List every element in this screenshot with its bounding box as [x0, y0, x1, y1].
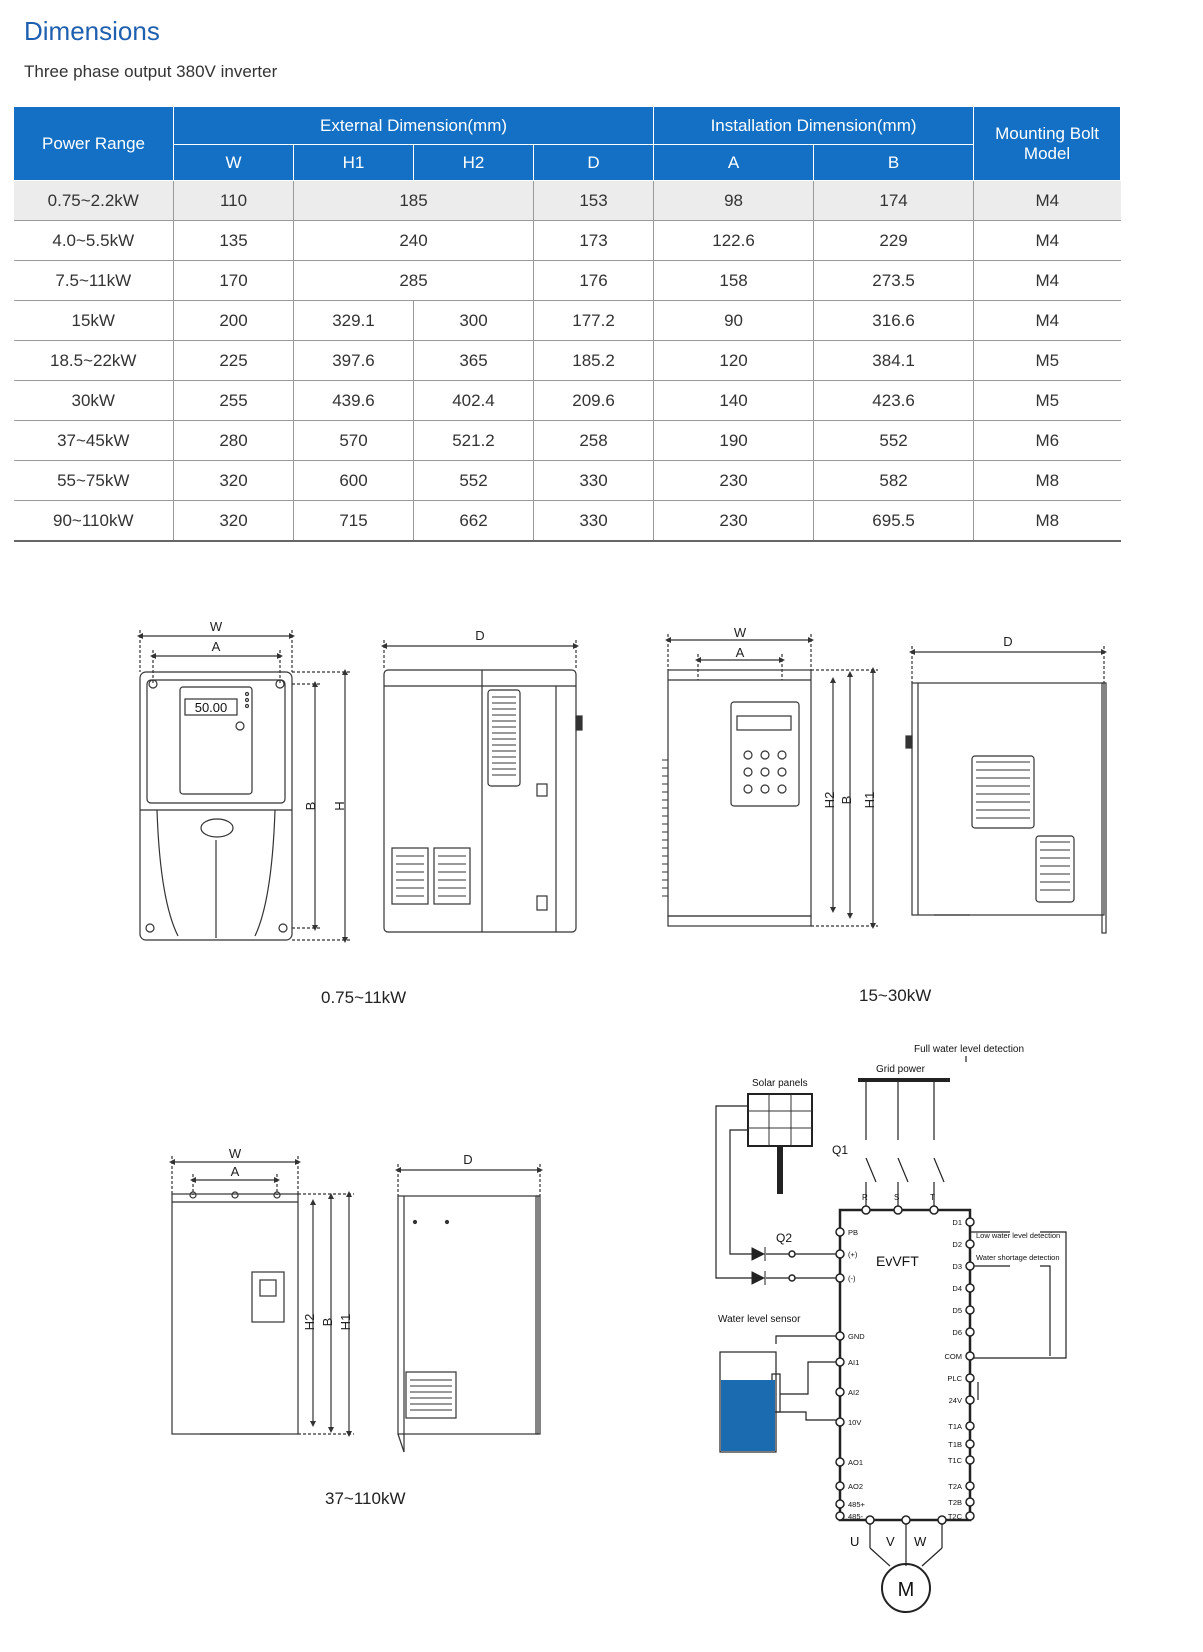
terminal-label: PB [848, 1228, 859, 1237]
cell-h: 240 [294, 221, 534, 261]
cell-b: 582 [814, 461, 974, 501]
cell-w: 135 [174, 221, 294, 261]
full-water-label: Full water level detection [914, 1044, 1025, 1055]
terminal-label: T1C [947, 1456, 962, 1465]
cell-w: 280 [174, 421, 294, 461]
cell-h2: 662 [414, 501, 534, 542]
cell-a: 230 [654, 461, 814, 501]
medium-side-vents [976, 762, 1070, 890]
cell-bolt: M6 [974, 421, 1121, 461]
page-title: Dimensions [24, 16, 160, 46]
label-d: D [1003, 634, 1013, 649]
terminal-label: COM [944, 1352, 962, 1361]
cell-d: 330 [534, 461, 654, 501]
diode-icon [752, 1247, 765, 1285]
small-drive-side [384, 640, 582, 932]
caption-large-drive: 37~110kW [325, 1489, 406, 1508]
cell-h: 285 [294, 261, 534, 301]
dimension-table [13, 106, 1121, 542]
large-drive-side [398, 1164, 540, 1452]
tank-water [721, 1380, 775, 1451]
cell-w: 200 [174, 301, 294, 341]
terminal-label: D5 [952, 1306, 962, 1315]
table-row [14, 261, 1121, 301]
terminal-label: PLC [947, 1374, 962, 1383]
cell-power: 15kW [14, 301, 174, 341]
cell-bolt: M8 [974, 461, 1121, 501]
terminal-label: D4 [952, 1284, 962, 1293]
cell-h1: 397.6 [294, 341, 414, 381]
cell-power: 4.0~5.5kW [14, 221, 174, 261]
cell-b: 423.6 [814, 381, 974, 421]
output-w: W [914, 1534, 927, 1549]
q2-label: Q2 [776, 1231, 793, 1245]
cell-bolt: M5 [974, 341, 1121, 381]
cell-a: 230 [654, 501, 814, 542]
cell-h1: 715 [294, 501, 414, 542]
cell-d: 153 [534, 181, 654, 221]
cell-w: 320 [174, 501, 294, 542]
cell-d: 176 [534, 261, 654, 301]
label-d: D [475, 628, 485, 643]
cell-b: 695.5 [814, 501, 974, 542]
cell-a: 190 [654, 421, 814, 461]
cell-bolt: M8 [974, 501, 1121, 542]
grid-power-label: Grid power [876, 1064, 925, 1075]
table-row [14, 181, 1121, 221]
cell-a: 140 [654, 381, 814, 421]
cell-w: 110 [174, 181, 294, 221]
terminal-label: 24V [948, 1396, 962, 1405]
header-h1: H1 [294, 145, 414, 181]
header-h2: H2 [414, 145, 534, 181]
cell-b: 174 [814, 181, 974, 221]
cell-h: 185 [294, 181, 534, 221]
header-d: D [534, 145, 654, 181]
caption-medium-drive: 15~30kW [859, 986, 932, 1005]
water-sensor-label: Water level sensor [718, 1314, 801, 1325]
wiring-diagram [716, 1056, 1066, 1612]
cell-bolt: M5 [974, 381, 1121, 421]
cell-h2: 300 [414, 301, 534, 341]
header-mounting-bolt: Mounting Bolt Model [974, 107, 1121, 181]
table-row [14, 501, 1121, 542]
cell-bolt: M4 [974, 261, 1121, 301]
cell-power: 7.5~11kW [14, 261, 174, 301]
table-row [14, 341, 1121, 381]
header-external-dimension: External Dimension(mm) [174, 107, 654, 145]
cell-w: 320 [174, 461, 294, 501]
cell-a: 98 [654, 181, 814, 221]
header-b: B [814, 145, 974, 181]
device-label: EvVFT [876, 1253, 919, 1269]
label-a: A [211, 639, 221, 654]
cell-power: 37~45kW [14, 421, 174, 461]
cell-h1: 439.6 [294, 381, 414, 421]
cell-d: 173 [534, 221, 654, 261]
cell-b: 229 [814, 221, 974, 261]
keypad-display: 50.00 [194, 700, 228, 715]
cell-h2: 365 [414, 341, 534, 381]
terminal-label: D3 [952, 1262, 962, 1271]
cell-b: 273.5 [814, 261, 974, 301]
cell-h1: 570 [294, 421, 414, 461]
small-drive-front [140, 630, 350, 940]
cell-a: 120 [654, 341, 814, 381]
cell-b: 316.6 [814, 301, 974, 341]
label-w: W [209, 619, 223, 634]
label-a: A [735, 645, 745, 660]
label-a: A [230, 1164, 240, 1179]
cell-power: 18.5~22kW [14, 341, 174, 381]
table-row [14, 461, 1121, 501]
header-power-range: Power Range [14, 107, 174, 181]
terminal-label: 485+ [848, 1500, 865, 1509]
medium-side-fins [662, 760, 668, 896]
cell-bolt: M4 [974, 181, 1121, 221]
label-w: W [733, 625, 747, 640]
cell-h2: 521.2 [414, 421, 534, 461]
medium-drive-side [906, 646, 1106, 933]
large-side-vents [410, 1380, 452, 1410]
cell-d: 258 [534, 421, 654, 461]
terminal-dots [789, 1206, 974, 1524]
cell-power: 90~110kW [14, 501, 174, 542]
terminal-label: D1 [952, 1218, 962, 1227]
label-b: B [320, 1317, 335, 1327]
label-h2: H2 [302, 1313, 317, 1331]
cell-bolt: M4 [974, 301, 1121, 341]
header-a: A [654, 145, 814, 181]
terminal-label: T2B [948, 1498, 962, 1507]
cell-a: 122.6 [654, 221, 814, 261]
table-row [14, 221, 1121, 261]
terminal-label: AI1 [848, 1358, 860, 1367]
cell-b: 384.1 [814, 341, 974, 381]
output-u: U [850, 1534, 860, 1549]
water-shortage-label: Water shortage detection [976, 1253, 1060, 1262]
label-w: W [228, 1146, 242, 1161]
cell-w: 255 [174, 381, 294, 421]
cell-d: 330 [534, 501, 654, 542]
cell-w: 225 [174, 341, 294, 381]
label-d: D [463, 1152, 473, 1167]
input-r: R [862, 1193, 868, 1202]
motor-label: M [897, 1579, 915, 1601]
label-b: B [303, 801, 318, 811]
label-h: H [332, 801, 347, 811]
cell-d: 209.6 [534, 381, 654, 421]
cell-b: 552 [814, 421, 974, 461]
small-side-vents [396, 697, 516, 896]
cell-power: 0.75~2.2kW [14, 181, 174, 221]
terminal-label: (+) [848, 1250, 858, 1259]
cell-bolt: M4 [974, 221, 1121, 261]
solar-panels-label: Solar panels [752, 1078, 808, 1089]
q1-label: Q1 [832, 1143, 849, 1157]
caption-small-drive: 0.75~11kW [321, 988, 407, 1007]
cell-h2: 552 [414, 461, 534, 501]
cell-power: 30kW [14, 381, 174, 421]
output-v: V [886, 1534, 895, 1549]
medium-drive-front [668, 634, 878, 926]
cell-a: 158 [654, 261, 814, 301]
terminal-label: D6 [952, 1328, 962, 1337]
terminal-label: T1B [948, 1440, 962, 1449]
label-b: B [839, 795, 854, 805]
terminal-label: 485- [848, 1512, 864, 1521]
terminal-label: AI2 [848, 1388, 860, 1397]
input-t: T [930, 1193, 935, 1202]
label-h1: H1 [338, 1313, 353, 1331]
table-row [14, 301, 1121, 341]
cell-w: 170 [174, 261, 294, 301]
page-subtitle: Three phase output 380V inverter [24, 62, 278, 81]
solar-panel-grid [748, 1094, 812, 1146]
cell-a: 90 [654, 301, 814, 341]
terminal-label: T2C [947, 1512, 962, 1521]
cell-d: 185.2 [534, 341, 654, 381]
terminal-label: AO1 [848, 1458, 864, 1467]
cell-h1: 329.1 [294, 301, 414, 341]
table-row [14, 381, 1121, 421]
cell-h2: 402.4 [414, 381, 534, 421]
terminal-label: D2 [952, 1240, 962, 1249]
cell-h1: 600 [294, 461, 414, 501]
header-installation-dimension: Installation Dimension(mm) [654, 107, 974, 145]
terminal-label: T1A [948, 1422, 962, 1431]
terminal-label: GND [848, 1332, 865, 1341]
cell-power: 55~75kW [14, 461, 174, 501]
table-row [14, 421, 1121, 461]
header-w: W [174, 145, 294, 181]
terminal-label: AO2 [848, 1482, 864, 1491]
cell-d: 177.2 [534, 301, 654, 341]
label-h1: H1 [862, 791, 877, 809]
large-drive-front [172, 1156, 354, 1434]
terminal-label: T2A [948, 1482, 962, 1491]
input-s: S [894, 1193, 900, 1202]
label-h2: H2 [822, 791, 837, 809]
terminal-label: (-) [848, 1274, 856, 1283]
low-water-label: Low water level detection [976, 1231, 1061, 1240]
terminal-label: 10V [848, 1418, 862, 1427]
